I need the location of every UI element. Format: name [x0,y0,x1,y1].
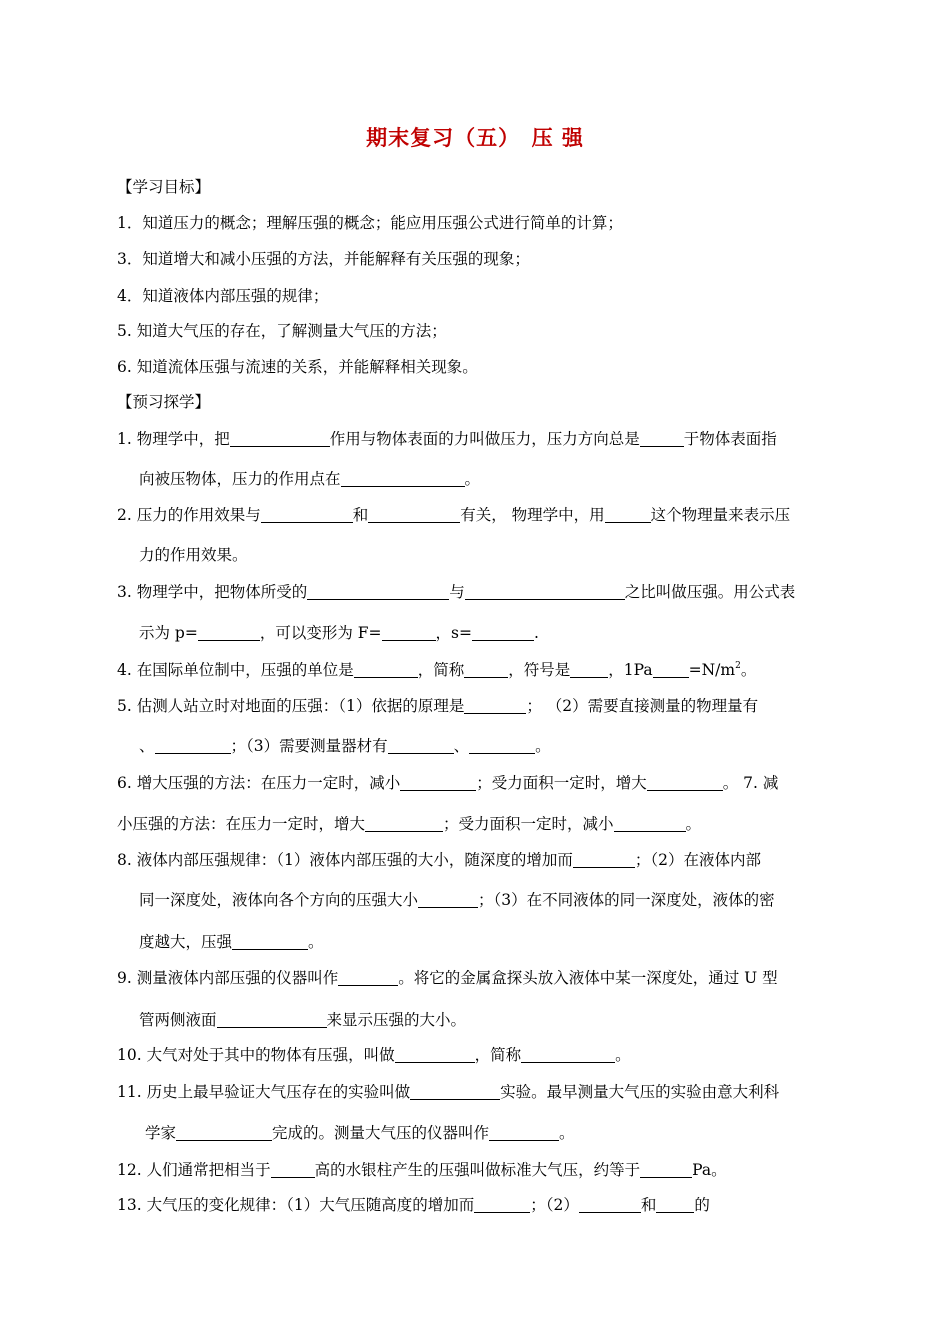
text: ，简称 [474,1046,522,1064]
answer-blank[interactable] [647,774,723,791]
text: ，可以变形为 F= [259,624,382,642]
text: ；（3）在不同液体的同一深度处，液体的密 [478,891,775,909]
question-13 [117,1195,710,1215]
answer-blank[interactable] [410,1083,500,1100]
goal-item: 3．知道增大和减小压强的方法，并能解释有关压强的现象； [117,250,530,268]
text: 8. 液体内部压强规律：（1）液体内部压强的大小，随深度的增加而 [117,851,573,869]
answer-blank[interactable] [341,470,465,487]
text: ，符号是 [508,661,571,679]
text: 12. 人们通常把相当于 [117,1161,271,1179]
text: 小压强的方法：在压力一定时，增大 [117,815,366,833]
text: ；（3）需要测量器材有 [230,737,388,755]
text: 和 [640,1196,657,1214]
question-10 [117,1045,631,1065]
goals-heading: 【学习目标】 [117,178,211,196]
question-2-line-2: 力的作用效果。 [139,546,248,564]
answer-blank[interactable] [614,815,686,832]
answer-blank[interactable] [465,583,625,600]
text: 度越大，压强 [139,933,233,951]
goal-item: 1．知道压力的概念；理解压强的概念；能应用压强公式进行简单的计算； [117,214,623,232]
text: 4. 在国际单位制中，压强的单位是 [117,661,354,679]
answer-blank[interactable] [521,1046,615,1063]
answer-blank[interactable] [474,1196,530,1213]
text: 。 [559,1124,575,1142]
answer-blank[interactable] [261,506,353,523]
text: 来显示压强的大小。 [326,1011,467,1029]
goal-item: 6. 知道流体压强与流速的关系，并能解释相关现象。 [117,358,478,376]
text: 。 [464,470,481,488]
question-11-line-1 [117,1082,779,1102]
question-1-line-1 [117,429,777,449]
text: 1. 物理学中，把 [117,430,230,448]
text: 。 [535,737,551,755]
page-title: 期末复习（五） 压 强 [366,126,584,150]
goal-item: 4．知道液体内部压强的规律； [117,287,329,305]
text: 。将它的金属盒探头放入液体中某一深度处，通过 U 型 [398,969,778,987]
answer-blank[interactable] [640,1161,692,1178]
text: ；（2）在液体内部 [634,851,761,869]
question-9-line-1 [117,968,778,988]
question-7-line [117,814,701,834]
question-4 [117,660,756,680]
text: ，简称 [417,661,465,679]
text: 。 [308,933,324,951]
text: 管两侧液面 [139,1011,217,1029]
question-3-line-2 [139,623,539,643]
question-11-line-2 [145,1123,575,1143]
answer-blank[interactable] [640,430,684,447]
question-5-line-1 [117,696,758,716]
answer-blank[interactable] [472,624,534,641]
text: 。 [685,815,702,833]
answer-blank[interactable] [365,815,443,832]
text: ；（2） [530,1196,579,1214]
text: 示为 p= [139,624,198,642]
question-8-line-3 [139,932,324,952]
question-2-line-1 [117,505,790,525]
text: 作用与物体表面的力叫做压力，压力方向总是 [329,430,640,448]
text: 同一深度处，液体向各个方向的压强大小 [139,891,419,909]
text: 11. 历史上最早验证大气压存在的实验叫做 [117,1083,411,1101]
question-9-line-2 [139,1010,466,1030]
answer-blank[interactable] [382,624,436,641]
text: 向被压物体，压力的作用点在 [139,470,341,488]
answer-blank[interactable] [570,661,608,678]
answer-blank[interactable] [307,583,449,600]
answer-blank[interactable] [271,1161,315,1178]
text: ，s= [435,624,472,642]
question-8-line-1 [117,850,761,870]
goal-item: 5. 知道大气压的存在，了解测量大气压的方法； [117,322,447,340]
question-3-line-1 [117,582,795,602]
text: 完成的。测量大气压的仪器叫作 [272,1124,490,1142]
text: 的 [694,1196,710,1214]
text: 9. 测量液体内部压强的仪器叫作 [117,969,339,987]
answer-blank[interactable] [230,430,330,447]
answer-blank[interactable] [176,1124,272,1141]
answer-blank[interactable] [338,969,398,986]
text: ； （2）需要直接测量的物理量有 [526,697,759,715]
text: 之比叫做压强。用公式表 [624,583,796,601]
answer-blank[interactable] [368,506,460,523]
answer-blank[interactable] [155,737,231,754]
answer-blank[interactable] [232,933,308,950]
superscript: 2 [735,661,741,671]
answer-blank[interactable] [388,737,454,754]
answer-blank[interactable] [469,737,535,754]
text: 于物体表面指 [683,430,777,448]
answer-blank[interactable] [464,661,508,678]
question-5-line-2 [139,736,551,756]
answer-blank[interactable] [579,1196,641,1213]
text: 13. 大气压的变化规律：（1）大气压随高度的增加而 [117,1196,475,1214]
answer-blank[interactable] [605,506,651,523]
text: 2. 压力的作用效果与 [117,506,261,524]
answer-blank[interactable] [400,774,476,791]
answer-blank[interactable] [656,1196,694,1213]
text: 这个物理量来表示压 [650,506,791,524]
text: 10. 大气对处于其中的物体有压强，叫做 [117,1046,395,1064]
answer-blank[interactable] [464,697,526,714]
answer-blank[interactable] [573,851,635,868]
question-6-line-1 [117,773,778,793]
text: 。 [740,661,757,679]
text: 3. 物理学中，把物体所受的 [117,583,308,601]
text: 学家 [145,1124,177,1142]
answer-blank[interactable] [217,1011,327,1028]
text: 与 [449,583,465,601]
text: . [533,624,539,642]
question-8-line-2 [139,890,775,910]
question-12 [117,1160,727,1180]
text: =N/m [688,661,736,679]
text: 。 7. 减 [722,774,779,792]
text: 。 [615,1046,631,1064]
text: 高的水银柱产生的压强叫做标准大气压，约等于 [314,1161,641,1179]
question-1-line-2 [139,469,480,489]
text: 和 [352,506,369,524]
text: 、 [453,737,470,755]
answer-blank[interactable] [489,1124,559,1141]
text: 6. 增大压强的方法：在压力一定时，减小 [117,774,401,792]
answer-blank[interactable] [354,661,418,678]
answer-blank[interactable] [418,891,478,908]
text: ，1Pa [608,661,653,679]
answer-blank[interactable] [198,624,260,641]
text: 5. 估测人站立时对地面的压强：（1）依据的原理是 [117,697,465,715]
answer-blank[interactable] [395,1046,475,1063]
text: 实验。最早测量大气压的实验由意大利科 [500,1083,780,1101]
text: Pa。 [692,1161,727,1179]
answer-blank[interactable] [653,661,689,678]
text: ；受力面积一定时，减小 [443,815,614,833]
preview-heading: 【预习探学】 [117,393,211,411]
text: 有关， 物理学中，用 [460,506,605,524]
text: 、 [139,737,155,755]
text: ；受力面积一定时，增大 [476,774,647,792]
